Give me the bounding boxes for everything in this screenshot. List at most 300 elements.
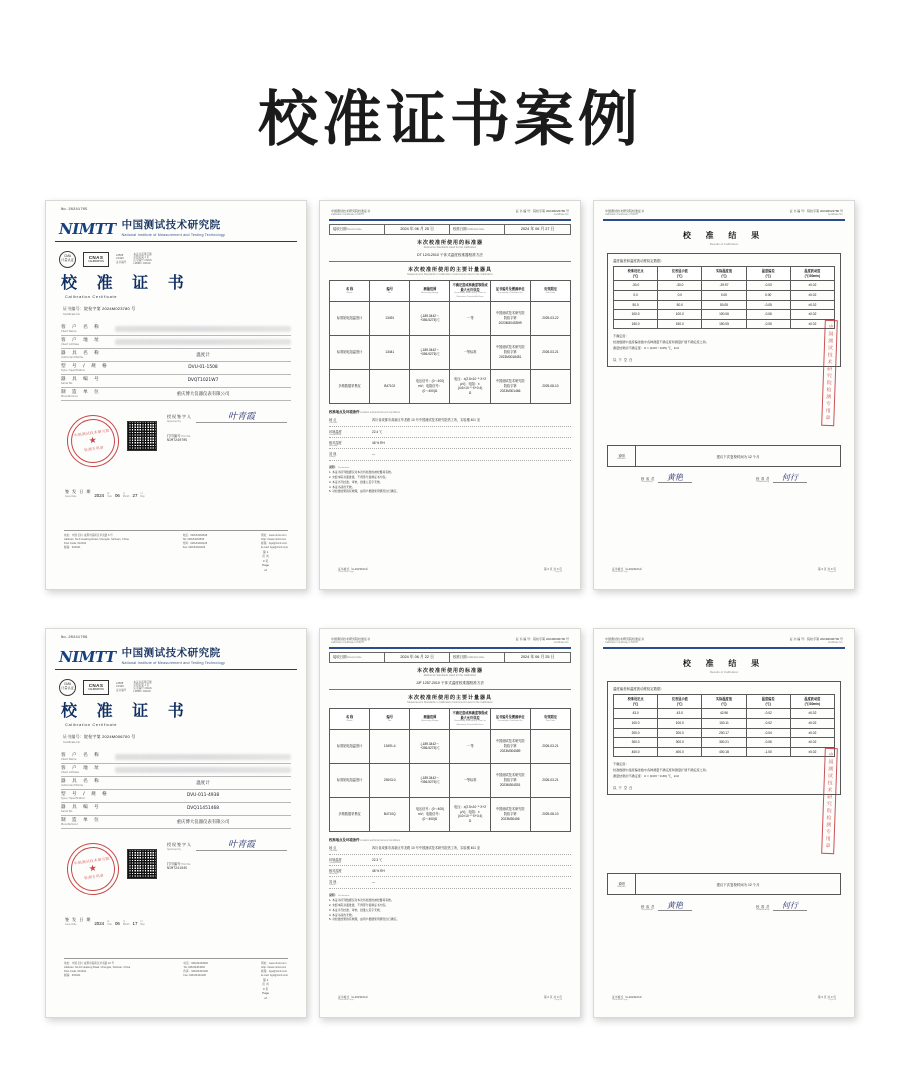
nimtt-logo: NIMTT <box>59 219 116 238</box>
footer-format: 证书格式（A-20231011） <box>612 567 644 571</box>
cover-field-value: DVQ11451468 <box>186 806 220 812</box>
table-cell: 标准铂电阻温度计 <box>330 729 370 763</box>
cover-field-value: 重庆博大仪器仪表有限公司 <box>176 391 230 397</box>
section-title-2-en: Measurement Standards in Calibration Instruments Used in the Calibration <box>407 273 493 277</box>
table-cell: 13491 <box>370 301 410 335</box>
table-header-row <box>330 281 571 302</box>
official-seal-icon: 中国测试技术研究院 ★ 检测专用章 <box>64 839 123 898</box>
condition-label: 相对湿度 Humidity <box>329 868 342 875</box>
table-cell: 中国测试技术研究院 院检字第 2023M304S51 <box>490 763 530 797</box>
cover-field-row <box>61 336 291 349</box>
sheet-header-left: 中国测试技术研究院校准证书 <box>605 209 645 213</box>
table-cell: 电压信号：(0～400) mV；电阻信号： (0～400)Ω <box>410 797 450 831</box>
condition-value: — <box>372 451 376 456</box>
result-cell: -0.03 <box>746 281 790 291</box>
sheet-header-right: 证 书 编 号：院检字第 2024M006700 号 <box>789 637 843 641</box>
condition-label: 地 点 Location <box>329 846 338 853</box>
calibrated-signature: 何行 <box>773 902 807 911</box>
footer-address: 地址：中国·四川·成都市高新区华龙路 10 号 Address: No.10 Hualong Road, Chengdu, Sichuan, China Post Code: 610041 邮编：610041 <box>64 961 131 977</box>
accreditation-badges <box>55 679 297 696</box>
issue-year: 2024 <box>94 492 105 498</box>
table-cell: (-189.3442～ +356.5275)℃ <box>410 763 450 797</box>
cover-field-value: DVU-011-4938 <box>186 793 220 799</box>
result-box <box>607 253 841 367</box>
table-cell: 2026-03-21 <box>530 763 570 797</box>
cover-field-label: 型 号 / 规 格 Type / Specification <box>61 364 110 373</box>
signature-row <box>609 902 839 911</box>
sheet-header: 中国测试技术研究院校准证书 Calibration Certificate of NIMTT 证 书 编 号：院检字第 2024M006700 号 Certificate No. <box>331 637 569 644</box>
print-number: 打印编号 Print No. NIMT241045 <box>167 861 191 871</box>
cover-field-row <box>61 362 291 375</box>
table-header-cell: 证书编号及溯源单位 Traceability Certificate No. <box>490 709 530 730</box>
org-name-en: National Institute of Measurement and Testing Technology <box>121 232 225 237</box>
certificate-card[interactable] <box>319 200 581 590</box>
divider <box>603 219 845 221</box>
issue-month: 06 <box>114 920 120 926</box>
condition-row <box>329 438 571 449</box>
condition-value: 48 % RH <box>372 868 385 873</box>
calibrated-by: 校 准 员 Calibrated by 何行 <box>756 474 807 483</box>
result-header-cell: 温度波动度 (℃/30min) <box>790 267 834 281</box>
cover-field-row <box>61 375 291 388</box>
result-cell: 43.0 <box>658 709 702 719</box>
cover-field-label: 客 户 地 址 Client Address <box>61 766 102 775</box>
meta-value: 2024 年 06 月 22 日 <box>385 653 450 662</box>
nimtt-logo: NIMTT <box>59 647 116 666</box>
cnas-badge-icon: CNAS CALIBRATION <box>83 252 109 267</box>
result-cell: 400.0 <box>658 747 702 757</box>
certificate-card[interactable] <box>45 628 307 1018</box>
certificate-card[interactable] <box>593 628 855 1018</box>
cover-field-label: 型 号 / 规 格 Type / Specification <box>61 792 110 801</box>
meta-cell <box>330 653 450 662</box>
table-header-cell: 测量范围 Measuring Range <box>410 709 450 730</box>
approver-signature: 叶青霞 <box>196 841 287 851</box>
result-title-en: Results of Calibration <box>709 242 739 246</box>
table-header-cell: 有效期至 Due Date <box>530 709 570 730</box>
badge-code-left: L0568 C0109 证书编号 <box>116 682 127 692</box>
table-cell: B47102 <box>370 369 410 403</box>
result-cell: ±0.02 <box>790 738 834 748</box>
result-table <box>613 694 835 757</box>
divider <box>329 647 571 649</box>
end-mark: 以下空白 <box>613 358 635 363</box>
result-cell: 43.0 <box>614 709 658 719</box>
result-cell: ±0.02 <box>790 718 834 728</box>
footer-address: 地址：中国·四川·成都市高新区华龙路 6 号 Address: No.6 Hualong Road, Chengdu, Sichuan, China Post Code: 610041 邮编：610041 <box>64 533 129 549</box>
result-cell: ±0.02 <box>790 290 834 300</box>
table-cell: 2025-08-10 <box>530 369 570 403</box>
issue-year: 2024 <box>94 920 105 926</box>
org-name-en: National Institute of Measurement and Testing Technology <box>121 660 225 665</box>
cover-field-value: DVQT1021W7 <box>187 378 219 384</box>
result-header-cell: 温度偏差 (℃) <box>746 695 790 709</box>
table-row <box>330 763 571 797</box>
note-line: 3. 本证书无校准、审核、批准人签字无效。 <box>329 479 383 484</box>
result-cell: -0.04 <box>746 728 790 738</box>
cover-corner-code: No.20241709 <box>61 636 88 640</box>
table-cell: (-189.3442～ +356.5275)℃ <box>410 729 450 763</box>
declaration-block <box>329 465 571 494</box>
result-cell: -30.0 <box>658 281 702 291</box>
result-cell: 100.0 <box>658 718 702 728</box>
cover-field-row <box>61 349 291 362</box>
table-cell: 中国测试技术研究院 院检字第 2023M301466 <box>490 369 530 403</box>
table-header-cell: 有效期至 Due Date <box>530 281 570 302</box>
meta-label: 校准日期 Calibration Date <box>450 653 505 662</box>
cover-corner-code: No.20241705 <box>61 208 88 212</box>
result-cell: -0.06 <box>746 310 790 320</box>
conditions-title: 校准地点及环境条件 Location and Environment Conditions <box>329 409 400 414</box>
result-title-en: Results of Calibration <box>709 670 739 674</box>
note-line: 2. 未经本院书面批准，不得部分复制证书内容。 <box>329 475 389 479</box>
remark-label: 说明 Remarks <box>608 874 636 894</box>
result-cell: -29.97 <box>702 281 746 291</box>
result-cell: 100.06 <box>702 310 746 320</box>
result-row <box>614 300 835 310</box>
note-line: 1. 本证书所列数据仅对本次所校准的被校器具有效。 <box>329 470 394 475</box>
result-cell: 400.0 <box>614 747 658 757</box>
condition-label: 环境温度 Temperature <box>329 857 342 864</box>
result-cell: 150.0 <box>658 319 702 329</box>
result-cell: 50.0 <box>614 300 658 310</box>
table-header-cell: 编号 No. <box>370 281 410 302</box>
cma-badge-icon: CMA 计量认证 <box>59 251 76 268</box>
result-cell: 300.0 <box>658 738 702 748</box>
table-cell: B4710Q <box>370 797 410 831</box>
table-cell: 多路数据采集仪 <box>330 369 370 403</box>
cover-field-label: 制 造 单 位 Manufacturer <box>61 818 102 827</box>
cover-stamp-area <box>61 409 291 483</box>
condition-label: 其 他 Others <box>329 451 337 458</box>
badge-code-right: 本证书适用范围 见附页第 1 页 认可编号 CNAS L0568 / C0109 <box>133 680 152 694</box>
footer-format: 证书格式（A-20231011） <box>338 567 370 571</box>
note-line: 2. 未经本院书面批准，不得部分复制证书内容。 <box>329 903 389 907</box>
result-cell: 42.96 <box>702 709 746 719</box>
footer-phone: 电话：028-84404546 Tel: 028-84404546 传真：028-84404106 Fax: 028-84404106 <box>182 533 208 549</box>
checked-by: 核 验 员 Checked by 黄艳 <box>641 474 692 483</box>
uncertainty-block <box>613 334 835 351</box>
table-cell: 电压：±(2.5×10⁻⁵·X+2 μV)；电阻：±(4.0×10⁻⁵·X+0.4) Ω <box>450 797 490 831</box>
result-cell: 0.00 <box>746 290 790 300</box>
condition-label: 地 点 Location <box>329 418 338 425</box>
result-row <box>614 290 835 300</box>
footer-phone: 电话：028-84404546 Tel: 028-84404546 传真：028-84404106 Fax: 028-84404106 <box>183 961 208 977</box>
result-header-cell: 实际温度值 (℃) <box>702 267 746 281</box>
result-header-cell: 仪表显示值 (℃) <box>658 267 702 281</box>
result-cell: ±0.02 <box>790 300 834 310</box>
page-title: 校准证书案例 <box>258 85 642 155</box>
footer-format: 证书格式（A-20231011） <box>338 995 370 999</box>
footer-web: 网址：www.nimtt.com Http: //www.nimtt.com 邮箱：bgs@nimtt.com E-mail: bgs@nimtt.com 第 1 页 共 3 页 Page of <box>261 533 288 572</box>
table-cell: 一等标准 <box>450 763 490 797</box>
result-cell: -0.02 <box>746 709 790 719</box>
result-row <box>614 747 835 757</box>
calibration-method: JJF 1257-2010 干体式温度校准器校准方法 <box>329 681 571 690</box>
condition-value: — <box>372 879 376 884</box>
checked-signature: 黄艳 <box>658 474 692 483</box>
cover-field-label: 器 具 名 称 Instrument Name <box>61 351 102 360</box>
section-title-en: Reference Standards Used for the Calibration <box>423 246 477 250</box>
meta-row <box>329 652 571 663</box>
section-title-2: 本次校准所使用的主要计量器具 <box>407 695 492 702</box>
page-mark: 第 1 页 共 3 页 Page of <box>262 549 270 572</box>
issue-day: 27 <box>132 492 138 498</box>
note-line: 4. 本证书涂改无效。 <box>329 912 355 917</box>
meta-label: 接收日期 Receive Date <box>330 653 385 662</box>
table-cell: 多路数据采集仪 <box>330 797 370 831</box>
result-header-row <box>614 695 835 709</box>
sheet-header-right: 证 书 编 号：院检字第 2024M023780 号 <box>515 209 569 213</box>
cover-field-label: 器 具 名 称 Instrument Name <box>61 779 102 788</box>
result-row <box>614 728 835 738</box>
org-name-cn: 中国测试技术研究院 <box>121 219 221 231</box>
table-cell: 中国测试技术研究院 院检字第 2023M304589 <box>490 729 530 763</box>
result-cell: -0.05 <box>746 319 790 329</box>
cover-footer <box>64 530 288 572</box>
condition-value: 四川省成都市高新区华龙路 10 号中国测试技术研究院热工所，实验楼 401 室 <box>372 418 481 423</box>
meta-cell <box>450 653 570 662</box>
meta-cell <box>450 225 570 234</box>
result-cell: 0.0 <box>658 290 702 300</box>
sheet-footer: 证书格式（A-20231011） Continued Page 第 3 页 共 3 页 Page of <box>612 995 836 1001</box>
table-header-cell: 测量范围 Measuring Range <box>410 281 450 302</box>
result-cell: -0.06 <box>746 738 790 748</box>
sheet-header-right: 证 书 编 号：院检字第 2024M023780 号 <box>789 209 843 213</box>
condition-value: 22.4 ℃ <box>372 429 383 434</box>
table-row <box>330 301 571 335</box>
remark-text: 建议下次复校时间为 12 个月 <box>716 454 760 459</box>
result-cell: 300.0 <box>614 738 658 748</box>
sheet-header: 中国测试技术研究院校准证书 Calibration Certificate of NIMTT 证 书 编 号：院检字第 2024M006700 号 Certificate No. <box>605 637 843 644</box>
official-seal-icon: 中国测试技术研究院 ★ 检测专用章 <box>64 411 123 470</box>
meta-value: 2024 年 06 月 25 日 <box>385 225 450 234</box>
signature-row <box>609 474 839 483</box>
cover-header <box>55 643 297 670</box>
table-cell: 2026-03-21 <box>530 729 570 763</box>
table-row <box>330 335 571 369</box>
certificate-title-en: Calibration Certificate <box>65 293 118 299</box>
cover-field-value: 温度计 <box>196 780 210 786</box>
table-header-cell: 名 称 Name <box>330 709 370 730</box>
condition-value: 四川省成都市高新区华龙路 10 号中国测试技术研究院热工所，实验楼 401 室 <box>372 846 481 851</box>
approver-label: 授权签字人 Approved by <box>167 413 192 423</box>
table-cell: 标准铂电阻温度计 <box>330 763 370 797</box>
result-cell: ±0.02 <box>790 281 834 291</box>
uncertainty-text-2: 测量结果的不确定度：U = (0.03～0.05) ℃，k=2 <box>613 345 680 350</box>
vertical-red-stamp: 中国测试技术研究院检测专用章 <box>821 748 838 854</box>
meta-cell <box>330 225 450 234</box>
result-cell: ±0.02 <box>790 728 834 738</box>
table-cell: 2026-03-21 <box>530 335 570 369</box>
sheet-footer: 证书格式（A-20231011） Continued Page 第 2 页 共 3 页 Page of <box>338 567 562 573</box>
result-row <box>614 738 835 748</box>
condition-label: 相对湿度 Humidity <box>329 440 342 447</box>
cover-header <box>55 215 297 242</box>
org-name-cn: 中国测试技术研究院 <box>121 647 221 659</box>
table-cell: (-189.3442～ +356.5275)℃ <box>410 301 450 335</box>
result-cell: 150.05 <box>702 319 746 329</box>
cover-field-value: DVU-01-1508 <box>188 365 218 371</box>
certificate-title-cn: 校 准 证 书 <box>61 272 191 292</box>
meta-value: 2024 年 06 月 27 日 <box>520 227 555 232</box>
footer-page: 第 3 页 共 3 页 <box>817 995 836 999</box>
uncertainty-text-2: 测量结果的不确定度：U = (0.03～0.30) ℃，k=2 <box>613 773 680 778</box>
calibrated-by: 校 准 员 Calibrated by 何行 <box>756 902 807 911</box>
table-header-row <box>330 709 571 730</box>
remark-label: 说明 Remarks <box>608 446 636 466</box>
cover-field-label: 客 户 名 称 Client Name <box>61 753 102 762</box>
table-header-cell: 名 称 Name <box>330 281 370 302</box>
table-cell: 中国测试技术研究院 院检字第 2023M30456 <box>490 797 530 831</box>
cover-stamp-area <box>61 837 291 911</box>
cover-field-row <box>61 803 291 816</box>
certificate-title-cn: 校 准 证 书 <box>61 700 191 720</box>
certificate-card[interactable] <box>593 200 855 590</box>
result-row <box>614 319 835 329</box>
cover-field-label: 客 户 名 称 Client Name <box>61 325 102 334</box>
condition-row <box>329 866 571 877</box>
result-cell: 100.11 <box>702 718 746 728</box>
result-cell: 100.0 <box>658 310 702 320</box>
certificate-number: 证书编号：院检字第 2024M006700 号 <box>63 733 136 739</box>
table-cell: 23003-0 <box>370 763 410 797</box>
result-cell: 50.0 <box>658 300 702 310</box>
cover-field-row <box>61 790 291 803</box>
declaration-block <box>329 893 571 922</box>
approver-block <box>167 413 287 443</box>
cover-footer <box>64 958 288 1000</box>
cover-field-value: 重庆博大仪器仪表有限公司 <box>176 819 230 825</box>
cover-field-row <box>61 323 291 336</box>
note-line: 1. 本证书所列数据仅对本次所校准的被校器具有效。 <box>329 898 394 903</box>
cover-field-label: 器 具 编 号 Serial No. <box>61 805 102 814</box>
issue-date-row: 签 发 日 期 Issue Date 2024 年 Year 06 月 Month 17 日 Day <box>65 916 145 926</box>
result-row <box>614 310 835 320</box>
table-cell: 电压信号：(0～400) mV；电阻信号： (0～400)Ω <box>410 369 450 403</box>
condition-row <box>329 855 571 866</box>
result-header-cell: 仪表显示值 (℃) <box>658 695 702 709</box>
certificate-number: 证书编号：院检字第 2024M023780 号 <box>63 305 136 311</box>
table-cell: 一 等 <box>450 729 490 763</box>
table-cell: 13491-4 <box>370 729 410 763</box>
table-header-cell: 不确定度或准确度等级或最大允许误差 Uncertainty or Accuracy Class or Maximum Permissible Error <box>450 709 490 730</box>
section-title-en: Reference Standards Used for the Calibration <box>423 674 477 678</box>
table-header-cell: 不确定度或准确度等级或最大允许误差 Uncertainty or Accuracy Class or Maximum Permissible Error <box>450 281 490 302</box>
calibration-method: DT 12/3-2010 干体式温度校准器校准方法 <box>329 253 571 262</box>
divider <box>329 219 571 221</box>
result-table <box>613 266 835 329</box>
issue-date-row: 签 发 日 期 Issue Date 2024 年 Year 06 月 Month 27 日 Day <box>65 488 145 498</box>
calibrated-signature: 何行 <box>773 474 807 483</box>
condition-value: 48 % RH <box>372 440 385 445</box>
result-cell: ±0.02 <box>790 319 834 329</box>
uncertainty-text: 校准数据中温度偏差数中各种测量不确定度和测量扩展不确定度之和。 <box>613 768 709 773</box>
standards-table <box>329 708 571 832</box>
footer-format: 证书格式（A-20231011） <box>612 995 644 999</box>
remark-text: 建议下次复校时间为 12 个月 <box>716 882 760 887</box>
table-cell: 电压：±(2.6×10⁻⁵·X+2 μV)；电阻：±(4.6×10⁻⁵·X+0.4) Ω <box>450 369 490 403</box>
note-line: 5. 对校准结果的有效期，由用户根据使用情况自行确定。 <box>329 917 400 922</box>
table-cell: 标准铂电阻温度计 <box>330 335 370 369</box>
result-cell: 200.0 <box>614 728 658 738</box>
certificate-card[interactable] <box>319 628 581 1018</box>
remark-box <box>607 873 841 895</box>
result-header-cell: 校准设定点 (℃) <box>614 695 658 709</box>
cover-field-value <box>115 754 291 760</box>
result-cell: ±0.02 <box>790 709 834 719</box>
table-cell: (-189.3442～ +356.5275)℃ <box>410 335 450 369</box>
result-header-row <box>614 267 835 281</box>
section-title-2: 本次校准所使用的主要计量器具 <box>407 267 492 274</box>
result-cell: -30.0 <box>614 281 658 291</box>
sheet-footer: 证书格式（A-20231011） Continued Page 第 2 页 共 3 页 Page of <box>338 995 562 1001</box>
footer-page: 第 3 页 共 3 页 <box>817 567 836 571</box>
table-cell: 13441 <box>370 335 410 369</box>
standards-table <box>329 280 571 404</box>
sheet-header: 中国测试技术研究院校准证书 Calibration Certificate of NIMTT 证 书 编 号：院检字第 2024M023780 号 Certificate No. <box>331 209 569 216</box>
note-line: 3. 本证书无校准、审核、批准人签字无效。 <box>329 907 383 912</box>
cover-field-row <box>61 388 291 401</box>
condition-label: 环境温度 Temperature <box>329 429 342 436</box>
result-header-cell: 校准设定点 (℃) <box>614 267 658 281</box>
result-cell: 100.0 <box>614 310 658 320</box>
table-cell: 一 等 <box>450 301 490 335</box>
result-cell: ±0.02 <box>790 310 834 320</box>
uncertainty-title: 不确定度： <box>613 762 629 767</box>
result-header-cell: 温度偏差 (℃) <box>746 267 790 281</box>
qr-code-icon <box>127 421 157 451</box>
condition-row <box>329 416 571 427</box>
accreditation-badges <box>55 251 297 268</box>
condition-row <box>329 877 571 888</box>
sheet-header-left: 中国测试技术研究院校准证书 <box>331 209 371 213</box>
cover-field-value <box>115 326 291 332</box>
condition-value: 22.3 ℃ <box>372 857 383 862</box>
result-caption: 温度偏差和温度波动度检定数据： <box>613 687 664 691</box>
certificate-card[interactable] <box>45 200 307 590</box>
result-cell: 300.21 <box>702 738 746 748</box>
table-row <box>330 797 571 831</box>
remark-box <box>607 445 841 467</box>
conditions-title: 校准地点及环境条件 Location and Environment Conditions <box>329 837 400 842</box>
meta-row <box>329 224 571 235</box>
certificate-grid <box>0 200 900 1018</box>
cma-badge-icon: CMA 计量认证 <box>59 679 76 696</box>
cover-field-value <box>115 767 291 773</box>
table-cell: 中国测试技术研究院 院检字第 2023M304S5H9 <box>490 301 530 335</box>
cover-field-row <box>61 816 291 829</box>
result-cell: -0.05 <box>746 300 790 310</box>
certificate-title-en: Calibration Certificate <box>65 721 118 727</box>
sheet-header-left: 中国测试技术研究院校准证书 <box>331 637 371 641</box>
section-title: 本次校准所使用的标准器 <box>416 240 483 247</box>
approver-block <box>167 841 287 871</box>
result-header-cell: 温度波动度 (℃/30min) <box>790 695 834 709</box>
badge-code-right: 本证书适用范围 见附页第 1 页 认可编号 CNAS L0568 / C0109 <box>133 252 152 266</box>
cover-field-value: 温度计 <box>196 352 210 358</box>
table-cell: 中国测试技术研究院 院检字第 2023M3018451 <box>490 335 530 369</box>
note-line: 4. 本证书涂改无效。 <box>329 484 355 489</box>
condition-row <box>329 449 571 460</box>
declaration-title: 说明： Declaration: <box>329 892 350 897</box>
checked-by: 核 验 员 Checked by 黄艳 <box>641 902 692 911</box>
divider <box>603 647 845 649</box>
sheet-header-right: 证 书 编 号：院检字第 2024M006700 号 <box>515 637 569 641</box>
table-row <box>330 729 571 763</box>
cover-field-row <box>61 764 291 777</box>
meta-label: 校准日期 Calibration Date <box>450 225 505 234</box>
